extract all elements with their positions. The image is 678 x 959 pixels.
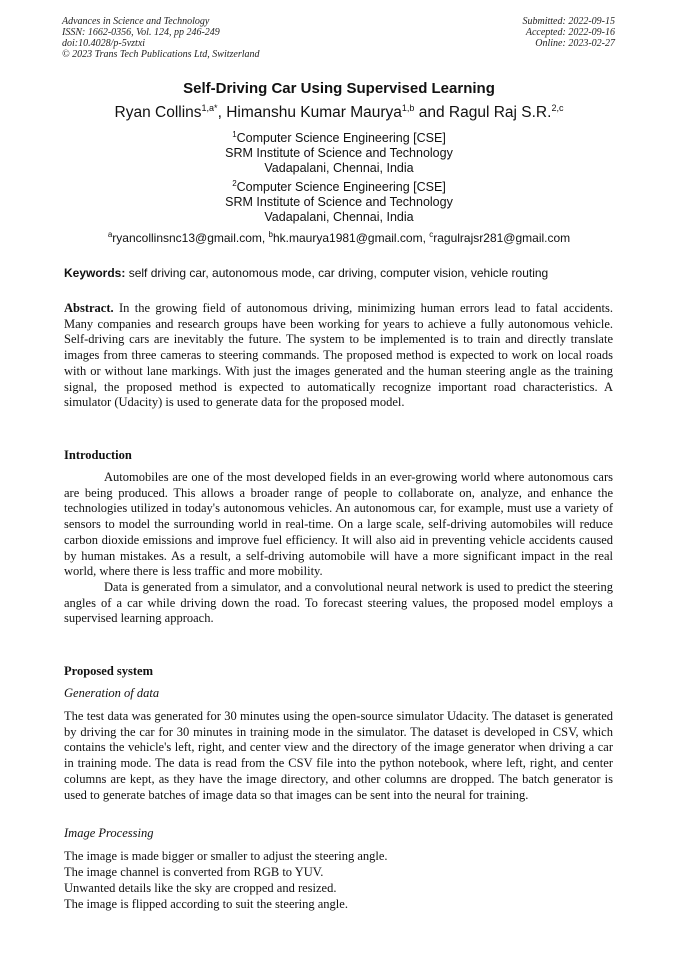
introduction-body [64,470,613,627]
list-item: The image channel is converted from RGB to YUV. [64,865,324,879]
paragraph: Automobiles are one of the most developed fields in an ever-growing world where autonomous cars are being produced. This allows a broader range of people to collaborate on, analyze, and enhance the technologies utilized in today's autonomous vehicles. An autonomous car, for example, must use a variety of sensors to model the surrounding world in real-time. On a large scale, self-driving automobiles will reduce carbon dioxide emissions and improve fuel efficiency. It will also aid in preventing vehicle accidents caused by human mistakes. As a result, a self-driving automobile will have a more significant impact in the real world, where there is less traffic and more mobility. [64,470,613,579]
email-address[interactable]: hk.maurya1981@gmail.com [273,231,423,245]
section-heading-introduction: Introduction [64,448,132,462]
list-item: The image is flipped according to suit the steering angle. [64,897,348,911]
email-mark: b [268,230,273,239]
affiliation-department: Computer Science Engineering [CSE] [236,131,446,145]
author-separator: and [414,104,449,121]
affiliation-2 [0,180,678,225]
section-heading-proposed-system: Proposed system [64,664,154,678]
abstract [64,301,613,411]
affiliation-mark: 1 [232,130,237,139]
subsection-heading-image-processing: Image Processing [64,826,154,840]
keywords-label: Keywords: [64,266,126,280]
email-separator: , [261,231,269,245]
online-date: Online: 2023-02-27 [535,38,615,49]
affiliation-department: Computer Science Engineering [CSE] [236,180,446,194]
affiliation-1 [0,131,678,176]
email-mark: a [107,230,113,239]
affiliation-location: Vadapalani, Chennai, India [264,161,414,175]
image-processing-list [64,848,613,912]
journal-issn: ISSN: 1662-0356, Vol. 124, pp 246-249 [62,27,220,38]
subsection-heading-generation: Generation of data [64,686,160,700]
affiliation-mark: 2 [232,179,237,188]
submitted-date: Submitted: 2022-09-15 [522,16,615,27]
generation-paragraph: The test data was generated for 30 minutes using the open-source simulator Udacity. The dataset is generated by driving the car for 30 minutes in training mode in the simulator. The dataset is developed in CSV, which contains the vehicle's left, right, and center view and the directory of the image generator when driving a car in training mode. The data is read from the CSV file into the python notebook, where left, right, and center columns are kept, as they have the image directory, and other columns are dropped. The batch generator is used to generate batches of image data so that images can be sent into the neural for training. [64,709,613,802]
email-mark: c [429,230,434,239]
journal-copyright: © 2023 Trans Tech Publications Ltd, Switzerland [62,49,260,60]
paper-title: Self-Driving Car Using Supervised Learning [183,80,495,97]
author-emails [0,231,678,245]
email-address[interactable]: ryancollinsnc13@gmail.com [112,231,262,245]
author-separator: , [217,104,227,121]
author-affiliation-mark: 1,b [401,103,415,113]
keywords-text: self driving car, autonomous mode, car driving, computer vision, vehicle routing [125,266,549,280]
journal-info [62,16,260,60]
submission-dates [523,16,616,49]
author-name: Ragul Raj S.R. [448,104,552,121]
keywords [64,266,624,280]
email-address[interactable]: ragulrajsr281@gmail.com [433,231,571,245]
author-name: Ryan Collins [114,104,202,121]
author-list [0,104,678,122]
paragraph: Data is generated from a simulator, and a convolutional neural network is used to predict the steering angles of a car while driving down the road. To forecast steering values, the proposed model employs a supervised learning approach. [64,579,613,626]
email-separator: , [422,231,430,245]
affiliation-institute: SRM Institute of Science and Technology [225,146,453,160]
abstract-text: In the growing field of autonomous driving, minimizing human errors lead to fatal accidents. Many companies and research groups have been working for years to achieve a fully autonomous vehicle. Self-driving cars are inevitably the future. The system to be implemented is to train and directly translate images from three cameras to steering commands. The proposed method is expected to work on local roads with or without lane markings. With just the images generated and the human steering angle as the training signal, the proposed method is expected to automatically recognize important road characteristics. A simulator (Udacity) is used to generate data for the proposed model. [64,301,613,410]
affiliation-location: Vadapalani, Chennai, India [264,210,414,224]
list-item: Unwanted details like the sky are cropped and resized. [64,881,337,895]
list-item: The image is made bigger or smaller to adjust the steering angle. [64,849,388,863]
abstract-label: Abstract. [64,301,114,315]
author-affiliation-mark: 2,c [551,103,564,113]
author-affiliation-mark: 1,a* [201,103,218,113]
author-name: Himanshu Kumar Maurya [226,104,402,121]
accepted-date: Accepted: 2022-09-16 [525,27,615,38]
journal-doi: doi:10.4028/p-5vztxi [62,38,146,49]
affiliation-institute: SRM Institute of Science and Technology [225,195,453,209]
journal-name: Advances in Science and Technology [62,16,210,27]
